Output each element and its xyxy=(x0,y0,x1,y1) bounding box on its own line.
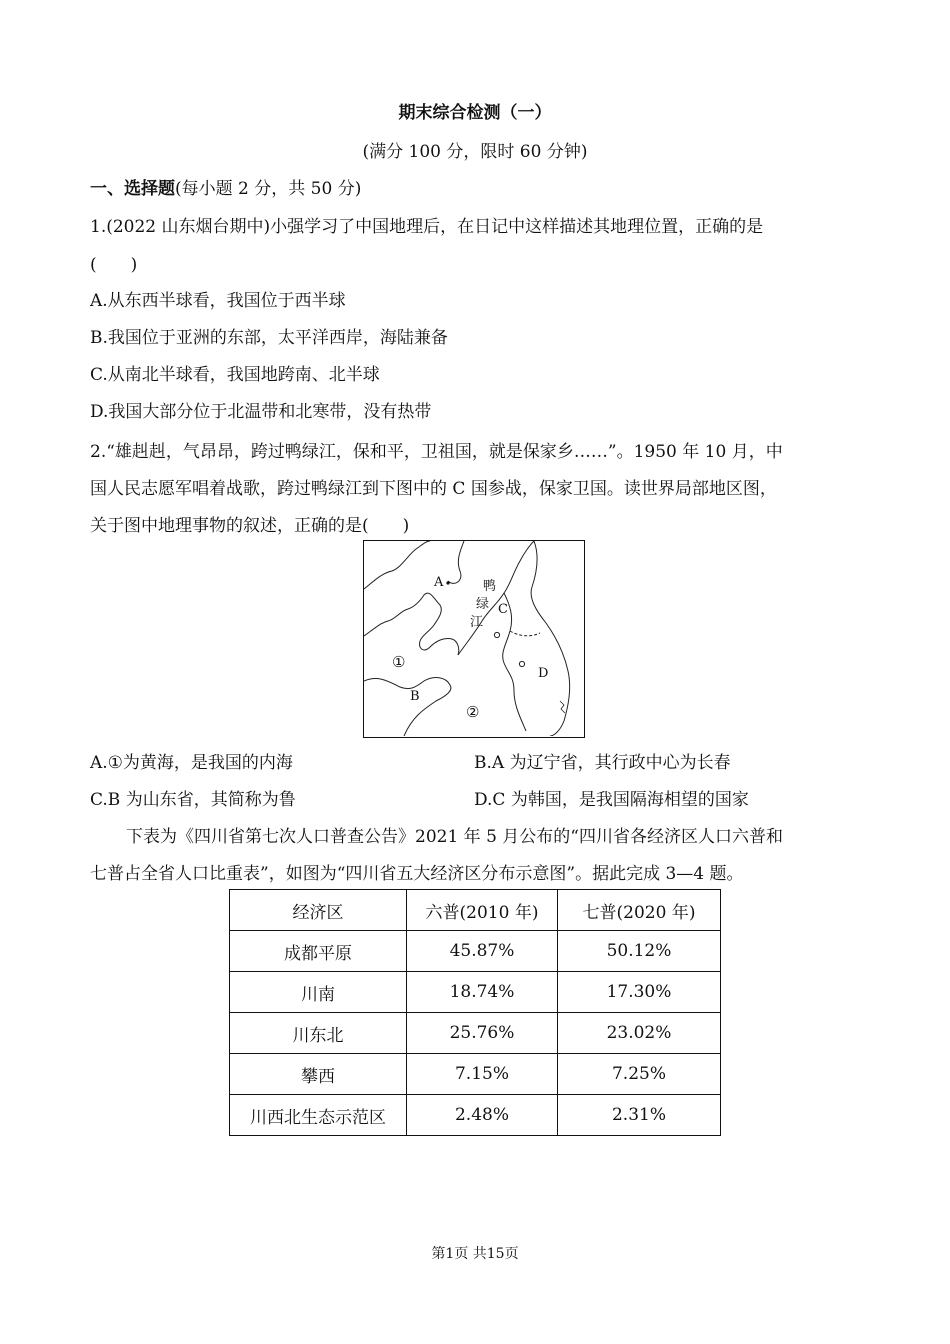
capital-dot xyxy=(446,581,449,584)
cell-region: 川南 xyxy=(230,972,407,1013)
map-label-a: A xyxy=(434,575,444,590)
border-line xyxy=(364,541,430,589)
section-title: 一、选择题 xyxy=(90,179,175,199)
q1-option-a: A.从东西半球看，我国位于西半球 xyxy=(90,291,346,311)
header-census-7: 七普(2020 年) xyxy=(558,890,721,931)
q2-stem-line-1: 2.“雄赳赳，气昂昂，跨过鸭绿江，保和平，卫祖国，就是保家乡……”。1950 年 10 月，中 xyxy=(90,442,783,462)
map-label-sea-2: ② xyxy=(466,703,480,721)
table-row xyxy=(230,972,721,1013)
population-table xyxy=(229,889,721,1136)
header-census-6: 六普(2010 年) xyxy=(407,890,558,931)
coastline-shandong xyxy=(364,678,451,701)
cell-census-6: 25.76% xyxy=(407,1013,558,1054)
dmz-line xyxy=(510,631,540,636)
q1-option-b: B.我国位于亚洲的东部，太平洋西岸，海陆兼备 xyxy=(90,328,448,348)
header-region: 经济区 xyxy=(230,890,407,931)
table-row xyxy=(230,1095,721,1136)
coastline-bohai xyxy=(364,593,459,655)
cell-census-7: 2.31% xyxy=(558,1095,721,1136)
q1-stem: 1.(2022 山东烟台期中)小强学习了中国地理后，在日记中这样描述其地理位置，正确的是 xyxy=(90,217,764,237)
cell-census-6: 45.87% xyxy=(407,931,558,972)
exam-info: (满分 100 分，限时 60 分钟) xyxy=(362,142,588,162)
city-pyongyang xyxy=(494,632,499,637)
page-footer: 第1页 共15页 xyxy=(431,1246,519,1262)
cell-region: 川西北生态示范区 xyxy=(230,1095,407,1136)
q2-stem-line-2: 国人民志愿军唱着战歌，跨过鸭绿江到下图中的 C 国参战，保家卫国。读世界局部地区图， xyxy=(90,479,777,499)
cell-census-7: 50.12% xyxy=(558,931,721,972)
table-row xyxy=(230,1013,721,1054)
q1-blank: ( ) xyxy=(90,255,138,275)
coastline-south xyxy=(404,701,436,736)
table-header-row xyxy=(230,890,721,931)
cell-census-6: 2.48% xyxy=(407,1095,558,1136)
intro-line-1: 下表为《四川省第七次人口普查公告》2021 年 5 月公布的“四川省各经济区人口六普和 xyxy=(126,827,783,847)
section-heading xyxy=(90,174,361,199)
city-seoul xyxy=(519,661,524,666)
cell-census-6: 7.15% xyxy=(407,1054,558,1095)
island-marks xyxy=(560,701,565,713)
section-note: (每小题 2 分，共 50 分) xyxy=(175,179,362,199)
cell-census-7: 7.25% xyxy=(558,1054,721,1095)
map-label-c: C xyxy=(498,602,508,617)
province-border xyxy=(448,541,464,583)
intro-line-2: 七普占全省人口比重表”，如图为“四川省五大经济区分布示意图”。据此完成 3—4 题。 xyxy=(90,864,744,884)
cell-census-7: 17.30% xyxy=(558,972,721,1013)
table-row xyxy=(230,931,721,972)
map-label-river-1: 鸭 xyxy=(483,579,497,594)
cell-region: 川东北 xyxy=(230,1013,407,1054)
map-label-river-3: 江 xyxy=(470,615,484,630)
q1-option-c: C.从南北半球看，我国地跨南、北半球 xyxy=(90,365,380,385)
table-row xyxy=(230,1054,721,1095)
cell-region: 成都平原 xyxy=(230,931,407,972)
map-label-d: D xyxy=(538,666,549,681)
regional-map xyxy=(363,540,585,738)
q2-option-a: A.①为黄海，是我国的内海 xyxy=(90,753,293,773)
map-label-b: B xyxy=(410,689,420,704)
q2-option-b: B.A 为辽宁省，其行政中心为长春 xyxy=(474,753,731,773)
q2-option-d: D.C 为韩国，是我国隔海相望的国家 xyxy=(474,790,749,810)
cell-census-7: 23.02% xyxy=(558,1013,721,1054)
map-label-river-2: 绿 xyxy=(476,597,490,612)
map-label-sea-1: ① xyxy=(392,653,406,671)
korea-east-coast xyxy=(531,541,570,736)
cell-region: 攀西 xyxy=(230,1054,407,1095)
q1-option-d: D.我国大部分位于北温带和北寒带，没有热带 xyxy=(90,402,432,422)
page-title: 期末综合检测（一） xyxy=(398,103,552,123)
q2-stem-line-3: 关于图中地理事物的叙述，正确的是( ) xyxy=(90,516,410,536)
q2-option-c: C.B 为山东省，其简称为鲁 xyxy=(90,790,296,810)
cell-census-6: 18.74% xyxy=(407,972,558,1013)
